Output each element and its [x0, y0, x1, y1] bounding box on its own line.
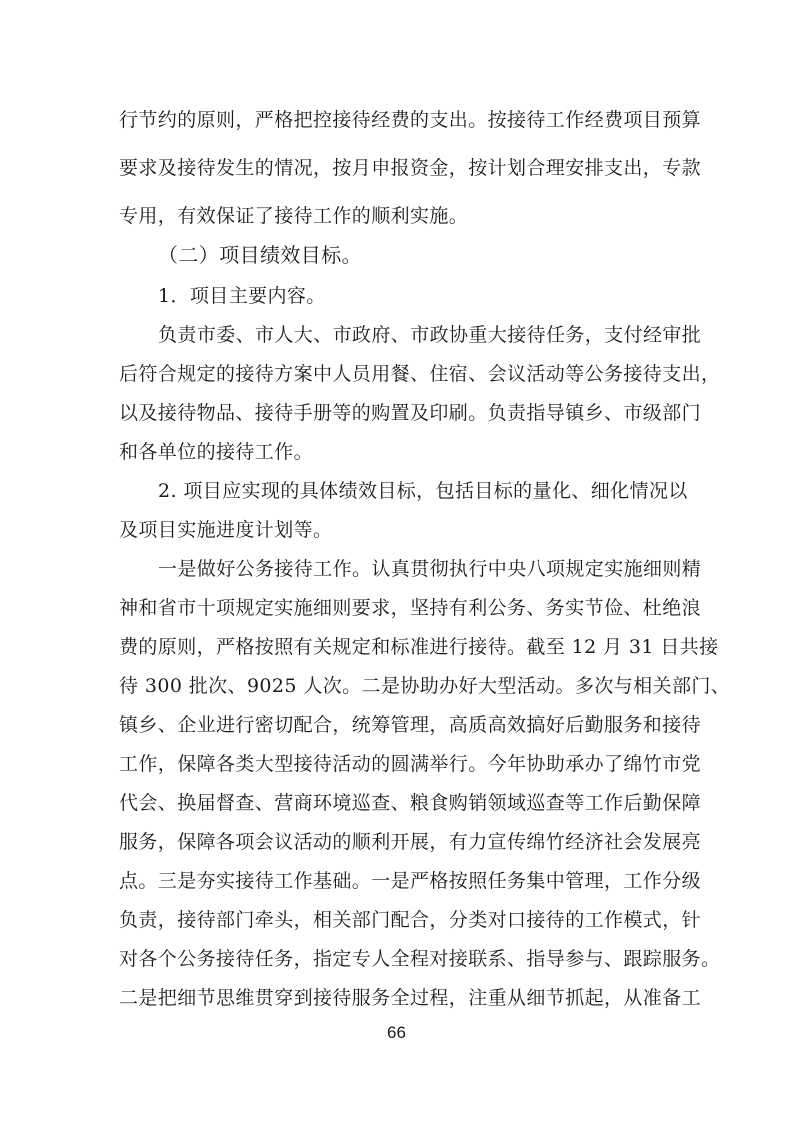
text-line: 服务，保障各项会议活动的顺利开展，有力宣传绵竹经济社会发展亮 — [119, 831, 702, 853]
text-line: 神和省市十项规定实施细则要求，坚持有利公务、务实节俭、杜绝浪 — [119, 597, 702, 619]
text-line: 行节约的原则，严格把控接待经费的支出。按接待工作经费项目预算 — [119, 109, 702, 131]
text-line: 专用，有效保证了接待工作的顺利实施。 — [119, 205, 469, 227]
text-line: 镇乡、企业进行密切配合，统筹管理，高质高效搞好后勤服务和接待 — [119, 714, 702, 736]
page-number: 66 — [387, 1023, 406, 1042]
subsection-heading: 2. 项目应实现的具体绩效目标，包括目标的量化、细化情况以 — [158, 480, 688, 502]
section-heading: （二）项目绩效目标。 — [158, 243, 362, 267]
text-line: 以及接待物品、接待手册等的购置及印刷。负责指导镇乡、市级部门 — [119, 402, 702, 424]
text-line: 负责，接待部门牵头，相关部门配合，分类对口接待的工作模式，针 — [119, 909, 702, 931]
text-line: 和各单位的接待工作。 — [119, 441, 314, 463]
text-line: 及项目实施进度计划等。 — [119, 519, 333, 541]
text-line: 点。三是夯实接待工作基础。一是严格按照任务集中管理，工作分级 — [119, 870, 702, 892]
text-line: 要求及接待发生的情况，按月申报资金，按计划合理安排支出，专款 — [119, 157, 702, 179]
text-line: 对各个公务接待任务，指定专人全程对接联系、指导参与、跟踪服务。 — [119, 948, 721, 970]
text-line: 一是做好公务接待工作。认真贯彻执行中央八项规定实施细则精 — [158, 558, 702, 580]
text-line: 负责市委、市人大、市政府、市政协重大接待任务，支付经审批 — [158, 324, 702, 346]
text-line: 费的原则，严格按照有关规定和标准进行接待。截至 12 月 31 日共接 — [119, 636, 719, 658]
subsection-heading: 1．项目主要内容。 — [158, 285, 326, 307]
text-line: 待 300 批次、9025 人次。二是协助办好大型活动。多次与相关部门、 — [119, 675, 731, 697]
text-line: 工作，保障各类大型接待活动的圆满举行。今年协助承办了绵竹市党 — [119, 753, 702, 775]
text-line: 后符合规定的接待方案中人员用餐、住宿、会议活动等公务接待支出， — [119, 363, 721, 385]
text-line: 代会、换届督查、营商环境巡查、粮食购销领域巡查等工作后勤保障 — [119, 792, 702, 814]
text-line: 二是把细节思维贯穿到接待服务全过程，注重从细节抓起，从准备工 — [119, 987, 702, 1009]
